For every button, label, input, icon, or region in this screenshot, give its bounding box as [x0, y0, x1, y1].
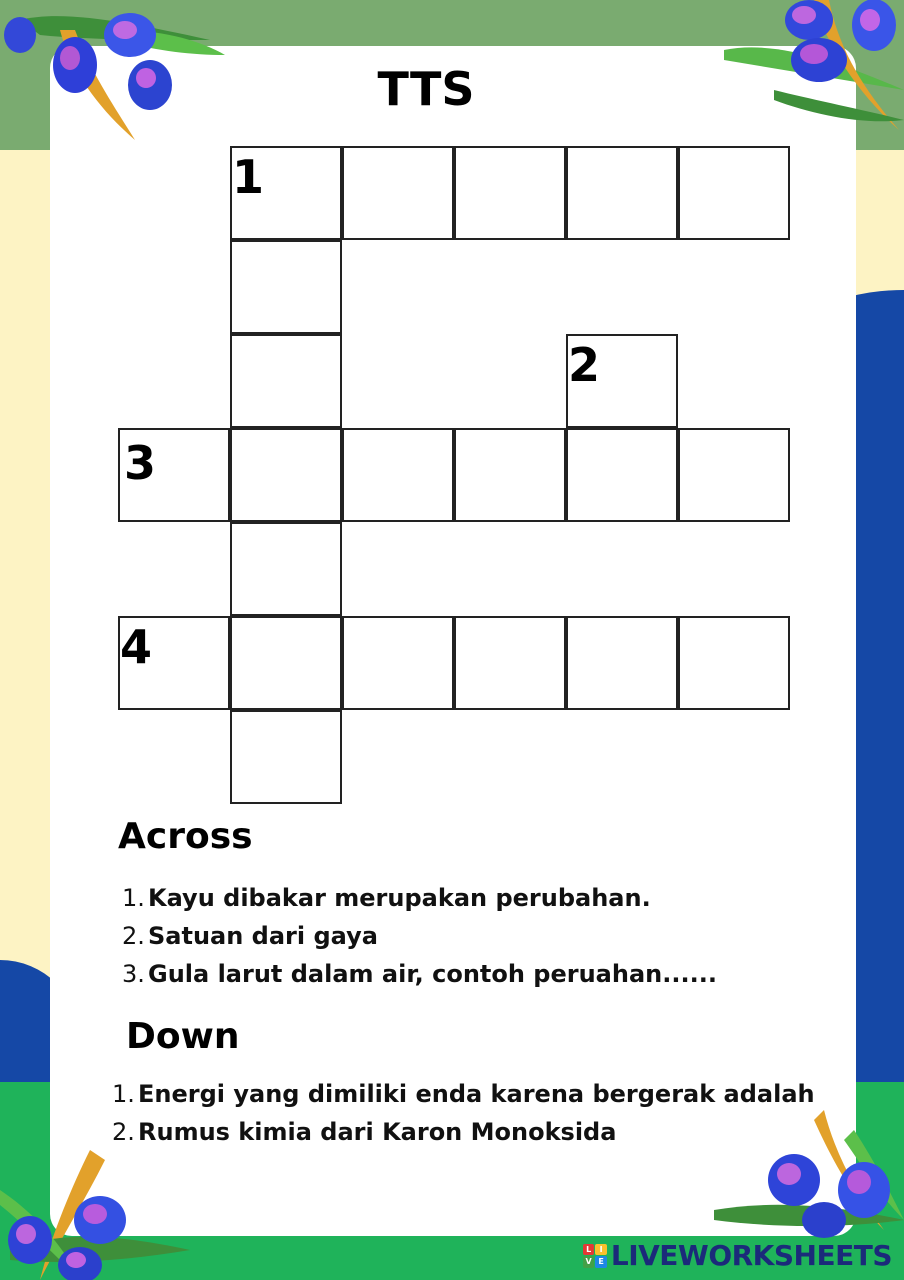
list-item [122, 884, 717, 922]
crossword-cell[interactable] [230, 334, 342, 428]
down-heading: Down [126, 1016, 240, 1057]
clue-index: 1. [112, 1080, 135, 1108]
crossword-cell[interactable] [566, 146, 678, 240]
clue-number-2: 2 [568, 338, 601, 392]
liveworksheets-watermark [583, 1239, 892, 1272]
crossword-cell[interactable] [118, 428, 230, 522]
leaf-berry-decoration-bottom-left [0, 1150, 200, 1280]
list-item [112, 1118, 815, 1156]
leaf-berry-decoration-top-right [714, 0, 904, 150]
clue-text: Satuan dari gaya [148, 922, 378, 950]
list-item [112, 1080, 815, 1118]
crossword-cell[interactable] [342, 616, 454, 710]
crossword-cell[interactable] [566, 334, 678, 428]
liveworksheets-wordmark: LIVEWORKSHEETS [610, 1239, 892, 1272]
clue-index: 2. [122, 922, 145, 950]
crossword-cell[interactable] [230, 428, 342, 522]
clue-index: 3. [122, 960, 145, 988]
across-heading: Across [118, 816, 253, 857]
crossword-cell[interactable] [118, 616, 230, 710]
across-clue-list [122, 884, 717, 998]
list-item [122, 960, 717, 998]
list-item [122, 922, 717, 960]
down-clue-list [112, 1080, 815, 1156]
crossword-cell[interactable] [678, 616, 790, 710]
crossword-cell[interactable] [678, 428, 790, 522]
clue-index: 2. [112, 1118, 135, 1146]
crossword-cell[interactable] [230, 146, 342, 240]
liveworksheets-logo-icon: L I V E [583, 1244, 607, 1268]
clue-text: Rumus kimia dari Karon Monoksida [138, 1118, 617, 1146]
crossword-cell[interactable] [342, 428, 454, 522]
clue-index: 1. [122, 884, 145, 912]
crossword-cell[interactable] [454, 616, 566, 710]
clue-text: Energi yang dimiliki enda karena bergerak adalah [138, 1080, 815, 1108]
crossword-cell[interactable] [566, 428, 678, 522]
clue-text: Gula larut dalam air, contoh peruahan...... [148, 960, 717, 988]
crossword-cell[interactable] [230, 522, 342, 616]
crossword-cell[interactable] [230, 240, 342, 334]
clue-number-4: 4 [120, 620, 153, 674]
clue-number-1: 1 [232, 150, 265, 204]
crossword-cell[interactable] [678, 146, 790, 240]
crossword-cell[interactable] [454, 428, 566, 522]
clue-text: Kayu dibakar merupakan perubahan. [148, 884, 651, 912]
crossword-cell[interactable] [230, 616, 342, 710]
crossword-cell[interactable] [454, 146, 566, 240]
leaf-berry-decoration-top-left [0, 0, 230, 150]
crossword-cell[interactable] [566, 616, 678, 710]
crossword-cell[interactable] [342, 146, 454, 240]
clue-number-3: 3 [124, 436, 157, 490]
crossword-cell[interactable] [230, 710, 342, 804]
worksheet-title: TTS [377, 62, 475, 116]
